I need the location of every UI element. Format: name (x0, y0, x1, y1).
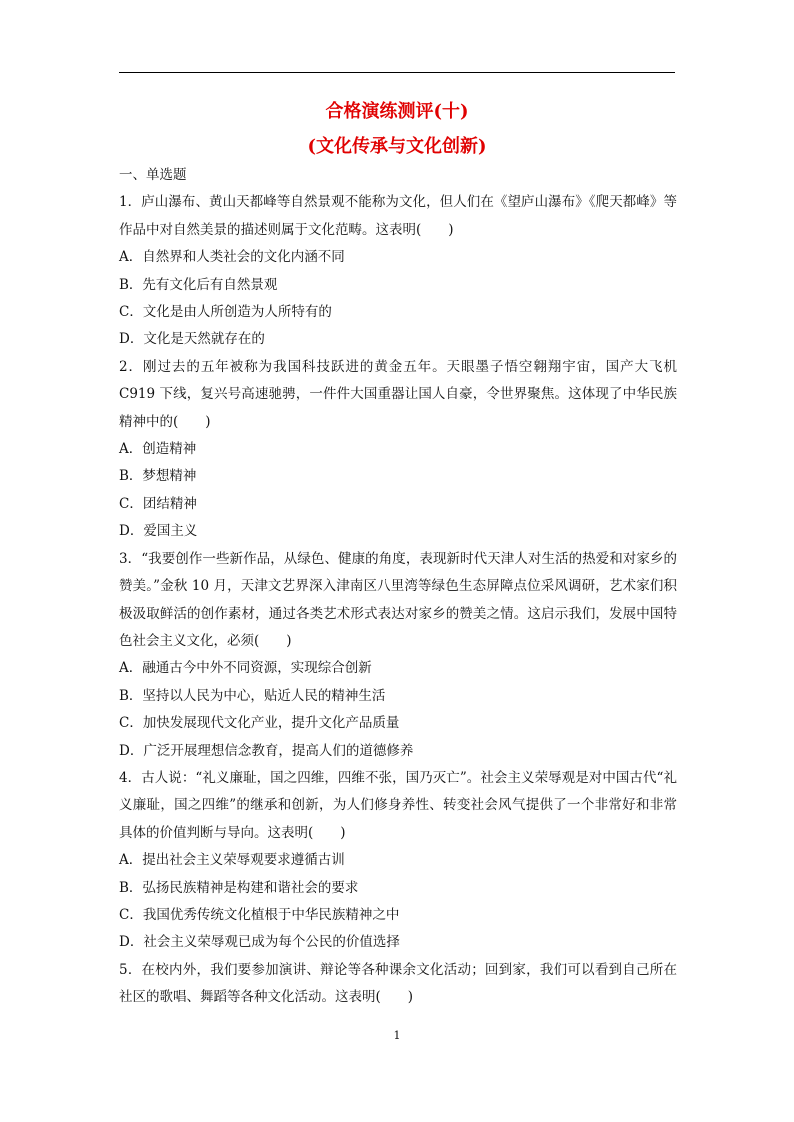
option-c: C．团结精神 (119, 495, 197, 512)
question-stem: 3．“我要创作一些新作品，从绿色、健康的角度，表现新时代天津人对生活的热爱和对家乡的赞美。”金秋 10 月，天津文艺界深入津南区八里湾等绿色生态屏障点位采风调研，艺术家们积极汲取鲜活的创作素材，通过各类艺术形式表达对家乡的赞美之情。这启示我们，发展中国特色社会主义文化，必须( ) (119, 550, 677, 649)
option-c: C．我国优秀传统文化植根于中华民族精神之中 (119, 906, 400, 923)
question-4 (119, 765, 677, 957)
option-d: D．爱国主义 (119, 523, 198, 540)
option-d: D．广泛开展理想信念教育，提高人们的道德修养 (119, 742, 414, 759)
option-a: A．创造精神 (119, 441, 197, 458)
section-heading: 一、单选题 (119, 167, 187, 183)
option-c: C．文化是由人所创造为人所特有的 (119, 304, 332, 321)
question-stem: 1．庐山瀑布、黄山天都峰等自然景观不能称为文化，但人们在《望庐山瀑布》《爬天都峰》等作品中对自然美景的描述则属于文化范畴。这表明( ) (119, 194, 677, 238)
question-stem: 5．在校内外，我们要参加演讲、辩论等各种课余文化活动；回到家，我们可以看到自己所在社区的歌唱、舞蹈等各种文化活动。这表明( ) (119, 961, 677, 1006)
option-b: B．弘扬民族精神是构建和谐社会的要求 (119, 879, 359, 896)
option-a: A．自然界和人类社会的文化内涵不同 (119, 249, 345, 266)
option-d: D．文化是天然就存在的 (119, 331, 265, 348)
option-b: B．坚持以人民为中心，贴近人民的精神生活 (119, 687, 386, 704)
page-number: 1 (393, 1029, 401, 1042)
option-c: C．加快发展现代文化产业，提升文化产品质量 (119, 715, 400, 732)
question-3 (119, 546, 677, 765)
header-rule (119, 72, 675, 73)
page-title: 合格演练测评(十) (325, 101, 469, 122)
option-a: A．提出社会主义荣辱观要求遵循古训 (119, 852, 345, 869)
option-d: D．社会主义荣辱观已成为每个公民的价值选择 (119, 934, 400, 951)
question-2 (119, 354, 677, 546)
document-body (119, 162, 677, 1012)
question-stem: 2．刚过去的五年被称为我国科技跃进的黄金五年。天眼墨子悟空翱翔宇宙，国产大飞机 C919 下线，复兴号高速驰骋，一件件大国重器让国人自豪，令世界聚焦。这体现了中华民族精神中的( ) (119, 358, 677, 430)
page-subtitle: (文化传承与文化创新) (307, 136, 487, 157)
option-a: A．融通古今中外不同资源，实现综合创新 (119, 660, 372, 677)
question-5 (119, 957, 677, 1012)
question-1 (119, 189, 677, 353)
option-b: B．先有文化后有自然景观 (119, 276, 278, 293)
question-stem: 4．古人说：“礼义廉耻，国之四维，四维不张，国乃灭亡”。社会主义荣辱观是对中国古代“礼义廉耻，国之四维”的继承和创新，为人们修身养性、转变社会风气提供了一个非常好和非常具体的价值判断与导向。这表明( ) (119, 769, 677, 841)
option-b: B．梦想精神 (119, 468, 197, 485)
